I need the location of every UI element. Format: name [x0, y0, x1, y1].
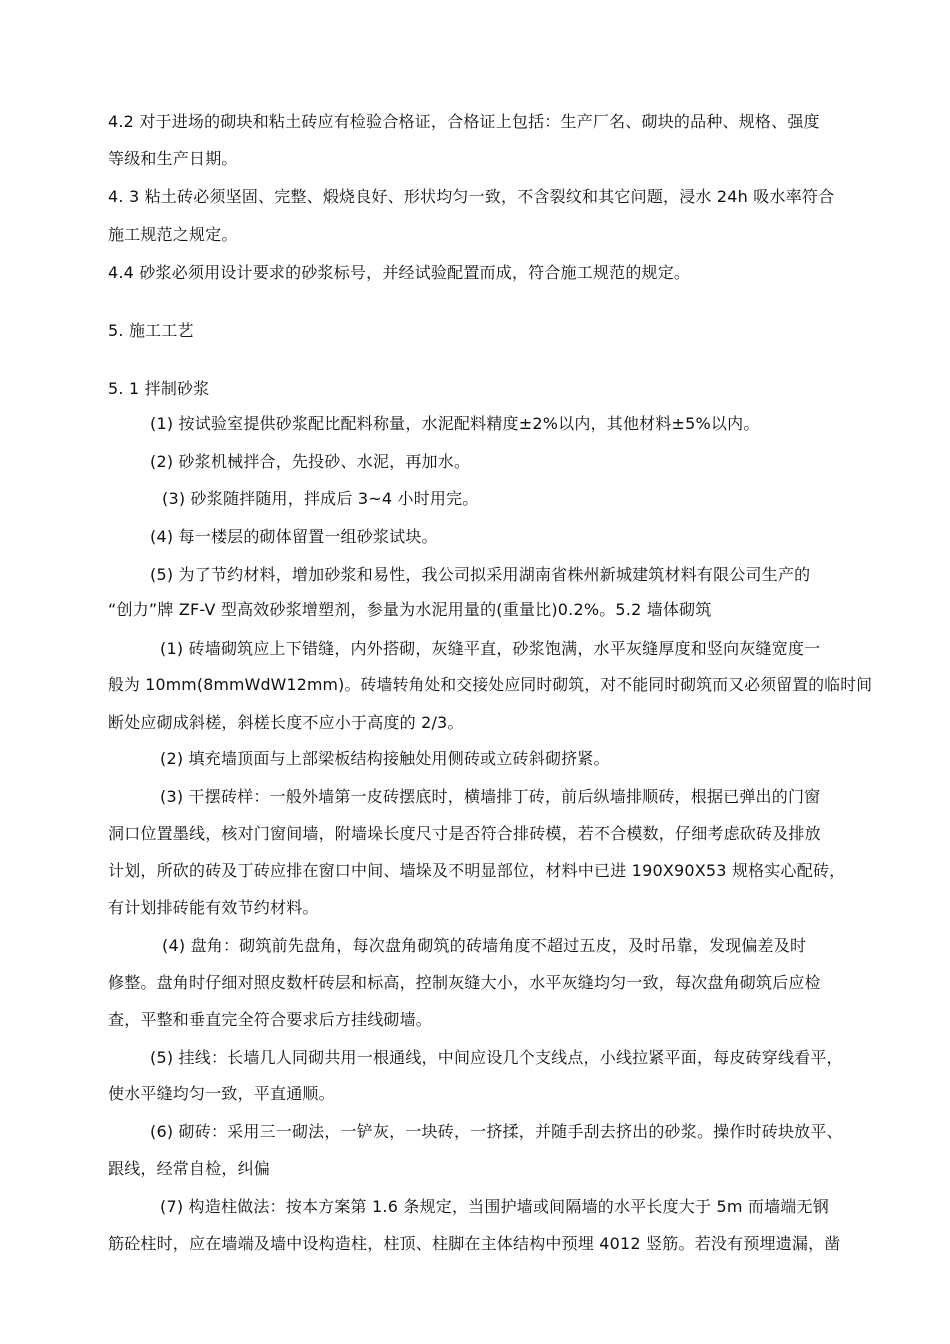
text-line: 查，平整和垂直完全符合要求后方挂线砌墙。 [108, 1010, 433, 1029]
text-line: (2) 砂浆机械拌合，先投砂、水泥，再加水。 [150, 452, 471, 471]
text-line: “创力”牌 ZF-V 型高效砂浆增塑剂，参量为水泥用量的(重量比)0.2%。5.2 墙体砌筑 [108, 600, 712, 619]
text-line: (3) 砂浆随拌随用，拌成后 3~4 小时用完。 [162, 489, 479, 508]
text-line: (1) 按试验室提供砂浆配比配料称量，水泥配料精度±2%以内，其他材料±5%以内。 [150, 414, 760, 433]
text-line: (4) 每一楼层的砌体留置一组砂浆试块。 [150, 527, 438, 546]
text-line: 等级和生产日期。 [108, 149, 238, 168]
text-line: 4.2 对于进场的砌块和粘土砖应有检验合格证，合格证上包括：生产厂名、砌块的品种、规格、强度 [108, 112, 820, 131]
text-line: (5) 为了节约材料，增加砂浆和易性，我公司拟采用湖南省株州新城建筑材料有限公司生产的 [150, 565, 811, 584]
text-line: 4. 3 粘土砖必须坚固、完整、煅烧良好、形状均匀一致，不含裂纹和其它问题，浸水 24h 吸水率符合 [108, 187, 835, 206]
text-line: (3) 干摆砖样：一般外墙第一皮砖摆底时，横墙排丁砖，前后纵墙排顺砖，根据已弹出的门窗 [160, 787, 821, 806]
text-line: (4) 盘角：砌筑前先盘角，每次盘角砌筑的砖墙角度不超过五皮，及时吊靠，发现偏差及时 [162, 936, 807, 955]
text-line: (2) 填充墙顶面与上部梁板结构接触处用侧砖或立砖斜砌挤紧。 [160, 749, 610, 768]
text-line: 施工规范之规定。 [108, 225, 238, 244]
text-line: 计划，所砍的砖及丁砖应排在窗口中间、墙垛及不明显部位，材料中已进 190X90X53 规格实心配砖， [108, 861, 846, 880]
text-line: 4.4 砂浆必须用设计要求的砂浆标号，并经试验配置而成，符合施工规范的规定。 [108, 263, 691, 282]
text-line: 有计划排砖能有效节约材料。 [108, 898, 319, 917]
subsection-heading: 5. 1 拌制砂浆 [108, 379, 210, 398]
text-line: 断处应砌成斜槎，斜槎长度不应小于高度的 2/3。 [108, 713, 464, 732]
text-line: (6) 砌砖：采用三一砌法，一铲灰，一块砖，一挤揉，并随手刮去挤出的砂浆。操作时砖块放平、 [150, 1122, 843, 1141]
text-line: 洞口位置墨线，核对门窗间墙，附墙垛长度尺寸是否符合排砖模，若不合模数，仔细考虑砍砖及排放 [108, 824, 821, 843]
section-heading: 5. 施工工艺 [108, 321, 194, 340]
text-line: 筋砼柱时，应在墙端及墙中设构造柱，柱顶、柱脚在主体结构中预埋 4012 竖筋。若没有预埋遗漏，凿 [108, 1234, 841, 1253]
text-line: 般为 10mm(8mmWdW12mm)。砖墙转角处和交接处应同时砌筑，对不能同时砌筑而又必须留置的临时间 [108, 675, 873, 694]
text-line: 使水平缝均匀一致，平直通顺。 [108, 1084, 335, 1103]
text-line: 修整。盘角时仔细对照皮数杆砖层和标高，控制灰缝大小，水平灰缝均匀一致，每次盘角砌筑后应检 [108, 973, 821, 992]
text-line: (5) 挂线：长墙几人同砌共用一根通线，中间应设几个支线点，小线拉紧平面，每皮砖穿线看平， [150, 1048, 843, 1067]
text-line: 跟线，经常自检，纠偏 [108, 1159, 271, 1178]
text-line: (7) 构造柱做法：按本方案第 1.6 条规定，当围护墙或间隔墙的水平长度大于 5m 而墙端无钢 [160, 1197, 829, 1216]
text-line: (1) 砖墙砌筑应上下错缝，内外搭砌，灰缝平直，砂浆饱满，水平灰缝厚度和竖向灰缝宽度一 [160, 639, 821, 658]
